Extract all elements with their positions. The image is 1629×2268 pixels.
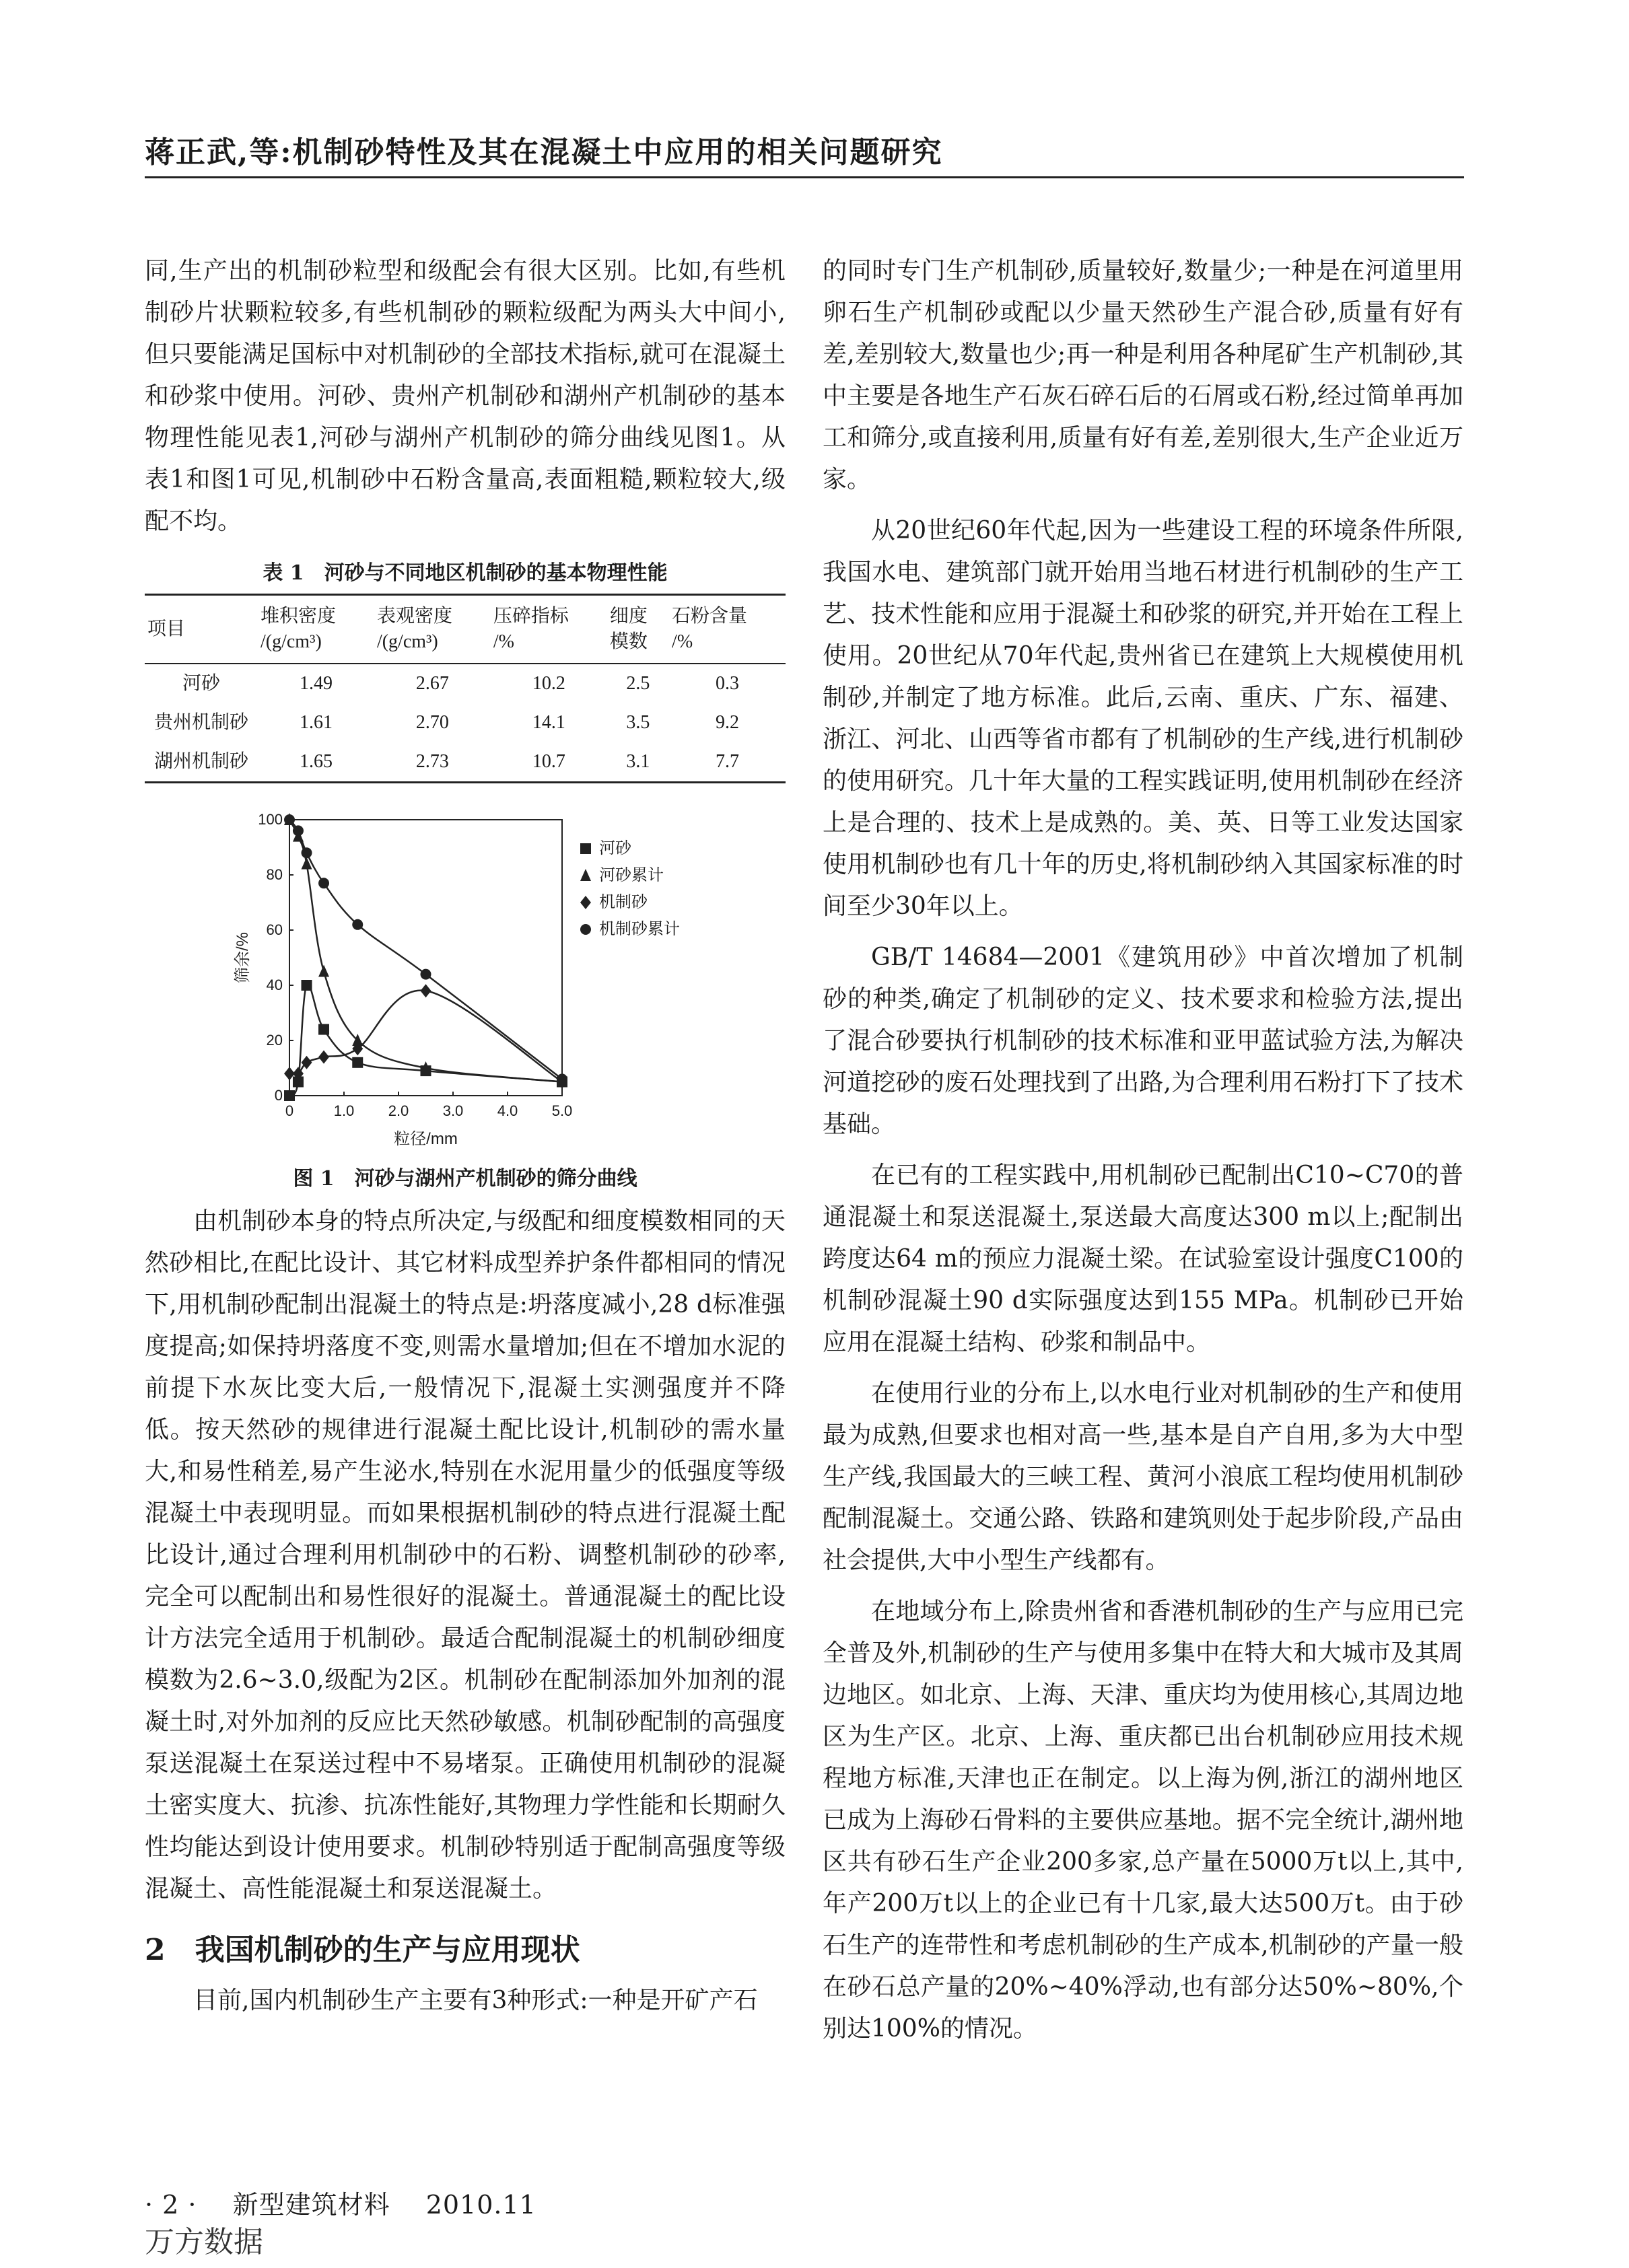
table-cell: 3.1 [607, 742, 669, 783]
x-tick-label: 4.0 [497, 1102, 518, 1119]
paragraph: GB/T 14684—2001《建筑用砂》中首次增加了机制砂的种类,确定了机制砂的定义、技术要求和检验方法,提出了混合砂要执行机制砂的技术标准和亚甲蓝试验方法,为解决河道挖砂的废石处理找到了出路,为合理利用石粉打下了技术基础。 [823, 944, 1463, 1138]
table-cell: 河砂 [182, 673, 220, 694]
table-header-row [145, 595, 786, 664]
legend-label: 机制砂 [599, 893, 648, 911]
data-point [352, 919, 363, 930]
table-cell: 1.61 [299, 712, 333, 733]
header-rule [145, 176, 1464, 178]
table-header-cell: 细度 模数 [607, 595, 669, 664]
left-column [145, 250, 786, 2022]
table-cell: 1.49 [299, 673, 333, 694]
legend-marker [580, 924, 591, 935]
data-point [557, 1073, 567, 1084]
plot-frame [289, 820, 562, 1096]
journal-name: 新型建筑材料 [232, 2190, 390, 2220]
table-row [145, 703, 786, 742]
legend-label: 河砂累计 [599, 866, 664, 884]
data-point [302, 847, 312, 858]
table-cell: 10.7 [491, 742, 607, 783]
table-cell: 2.67 [415, 673, 449, 694]
watermark: 万方数据 [145, 2225, 263, 2259]
data-point [421, 969, 431, 980]
legend-marker [580, 896, 591, 909]
data-point [318, 878, 329, 888]
table-cell: 14.1 [532, 712, 565, 733]
legend-marker [580, 869, 591, 881]
paragraph: 在使用行业的分布上,以水电行业对机制砂的生产和使用最为成熟,但要求也相对高一些,基本是自产自用,多为大中型生产线,我国最大的三峡工程、黄河小浪底工程均使用机制砂配制混凝土。交通公路、铁路和建筑则处于起步阶段,产品由社会提供,大中小型生产线都有。 [823, 1380, 1463, 1574]
x-tick-label: 2.0 [388, 1102, 409, 1119]
table-cell: 湖州机制砂 [145, 742, 258, 783]
y-tick-label: 80 [266, 866, 283, 883]
data-point [318, 1051, 329, 1064]
paragraph: 同,生产出的机制砂粒型和级配会有很大区别。比如,有些机制砂片状颗粒较多,有些机制砂的颗粒级配为两头大中间小,但只要能满足国标中对机制砂的全部技术指标,就可在混凝土和砂浆中使用。河砂、贵州产机制砂和湖州产机制砂的基本物理性能见表1,河砂与湖州产机制砂的筛分曲线见图1。从表1和图1可见,机制砂中石粉含量高,表面粗糙,颗粒较大,级配不均。 [145, 257, 786, 535]
y-tick-label: 0 [274, 1087, 283, 1104]
figure-caption: 图 1 河砂与湖州产机制砂的筛分曲线 [293, 1167, 637, 1191]
table-header-cell: 项目 [145, 595, 258, 664]
paragraph: 目前,国内机制砂生产主要有3种形式:一种是开矿产石 [193, 1987, 758, 2014]
running-header: 蒋正武,等:机制砂特性及其在混凝土中应用的相关问题研究 [145, 135, 943, 170]
x-tick-label: 1.0 [333, 1102, 355, 1119]
legend-label: 机制砂累计 [599, 920, 680, 938]
data-point [318, 1024, 329, 1035]
table-cell: 1.65 [258, 742, 374, 783]
data-point [421, 984, 431, 997]
data-point [284, 1090, 295, 1101]
table-row [145, 742, 786, 783]
table-title: 表 1 河砂与不同地区机制砂的基本物理性能 [263, 561, 668, 585]
table-cell: 10.2 [532, 673, 565, 694]
data-point [352, 1057, 363, 1068]
table-cell: 2.70 [415, 712, 449, 733]
legend-marker [580, 843, 591, 854]
x-tick-label: 0 [285, 1102, 294, 1119]
legend-label: 河砂 [599, 839, 631, 857]
sieve-chart [145, 806, 786, 1156]
x-tick-label: 3.0 [442, 1102, 464, 1119]
y-tick-label: 100 [258, 811, 283, 828]
table-header-cell: 石粉含量 /% [669, 595, 786, 664]
table-cell: 0.3 [716, 673, 740, 694]
table-header-cell: 表观密度 /(g/cm³) [374, 595, 491, 664]
table-cell: 7.7 [669, 742, 786, 783]
series-line [289, 820, 562, 1082]
properties-table [145, 594, 786, 783]
table-cell: 9.2 [716, 712, 740, 733]
paragraph: 从20世纪60年代起,因为一些建设工程的环境条件所限,我国水电、建筑部门就开始用当地石材进行机制砂的生产工艺、技术性能和应用于混凝土和砂浆的研究,并开始在工程上使用。20世纪从70年代起,贵州省已在建筑上大规模使用机制砂,并制定了地方标准。此后,云南、重庆、广东、福建、浙江、河北、山西等省市都有了机制砂的生产线,进行机制砂的使用研究。几十年大量的工程实践证明,使用机制砂在经济上是合理的、技术上是成熟的。美、英、日等工业发达国家使用机制砂也有几十年的历史,将机制砂纳入其国家标准的时间至少30年以上。 [823, 517, 1463, 920]
data-point [293, 825, 304, 836]
data-point [318, 965, 329, 977]
paragraph: 的同时专门生产机制砂,质量较好,数量少;一种是在河道里用卵石生产机制砂或配以少量天然砂生产混合砂,质量有好有差,差别较大,数量也少;再一种是利用各种尾矿生产机制砂,其中主要是各地生产石灰石碎石后的石屑或石粉,经过简单再加工和筛分,或直接利用,质量有好有差,差别很大,生产企业近万家。 [823, 257, 1463, 493]
y-tick-label: 60 [266, 921, 283, 938]
table-cell: 3.5 [626, 712, 650, 733]
right-column [823, 250, 1463, 2050]
y-tick-label: 20 [266, 1032, 283, 1049]
sieve-chart-svg [145, 806, 786, 1156]
table-cell: 2.5 [626, 673, 650, 694]
x-axis-label: 粒径/mm [394, 1130, 458, 1148]
data-point [284, 814, 295, 825]
table-header-cell: 堆积密度 /(g/cm³) [258, 595, 374, 664]
section-title: 2 我国机制砂的生产与应用现状 [145, 1933, 580, 1967]
paragraph: 在已有的工程实践中,用机制砂已配制出C10~C70的普通混凝土和泵送混凝土,泵送最大高度达300 m以上;配制出跨度达64 m的预应力混凝土梁。在试验室设计强度C100的机制砂混凝土90 d实际强度达到155 MPa。机制砂已开始应用在混凝土结构、砂浆和制品中。 [823, 1162, 1463, 1356]
paragraph: 在地域分布上,除贵州省和香港机制砂的生产与应用已完全普及外,机制砂的生产与使用多集中在特大和大城市及其周边地区。如北京、上海、天津、重庆均为使用核心,其周边地区为生产区。北京、上海、重庆都已出台机制砂应用技术规程地方标准,天津也正在制定。以上海为例,浙江的湖州地区已成为上海砂石骨料的主要供应基地。据不完全统计,湖州地区共有砂石生产企业200多家,总产量在5000万t以上,其中,年产200万t以上的企业已有十几家,最大达500万t。由于砂石生产的连带性和考虑机制砂的生产成本,机制砂的产量一般在砂石总产量的20%~40%浮动,也有部分达50%~80%,个别达100%的情况。 [823, 1598, 1463, 2043]
page-number: · 2 · [145, 2190, 197, 2220]
data-point [302, 980, 312, 991]
journal-issue: 2010.11 [425, 2190, 536, 2220]
table-cell: 2.73 [374, 742, 491, 783]
page-footer [145, 2184, 563, 2221]
table-header-cell: 压碎指标 /% [491, 595, 607, 664]
x-tick-label: 5.0 [551, 1102, 573, 1119]
table-cell: 贵州机制砂 [153, 712, 248, 733]
paragraph: 由机制砂本身的特点所决定,与级配和细度模数相同的天然砂相比,在配比设计、其它材料成型养护条件都相同的情况下,用机制砂配制出混凝土的特点是:坍落度减小,28 d标准强度提高;如保持坍落度不变,则需水量增加;但在不增加水泥的前提下水灰比变大后,一般情况下,混凝土实测强度并不降低。按天然砂的规律进行混凝土配比设计,机制砂的需水量大,和易性稍差,易产生泌水,特别在水泥用量少的低强度等级混凝土中表现明显。而如果根据机制砂的特点进行混凝土配比设计,通过合理利用机制砂中的石粉、调整机制砂的砂率,完全可以配制出和易性很好的混凝土。普通混凝土的配比设计方法完全适用于机制砂。最适合配制混凝土的机制砂细度模数为2.6~3.0,级配为2区。机制砂在配制添加外加剂的混凝土时,对外加剂的反应比天然砂敏感。机制砂配制的高强度泵送混凝土在泵送过程中不易堵泵。正确使用机制砂的混凝土密实度大、抗渗、抗冻性能好,其物理力学性能和长期耐久性均能达到设计使用要求。机制砂特别适于配制高强度等级混凝土、高性能混凝土和泵送混凝土。 [145, 1207, 786, 1903]
y-axis-label: 筛余/% [234, 931, 252, 984]
table-row [145, 664, 786, 703]
y-tick-label: 40 [266, 977, 283, 993]
